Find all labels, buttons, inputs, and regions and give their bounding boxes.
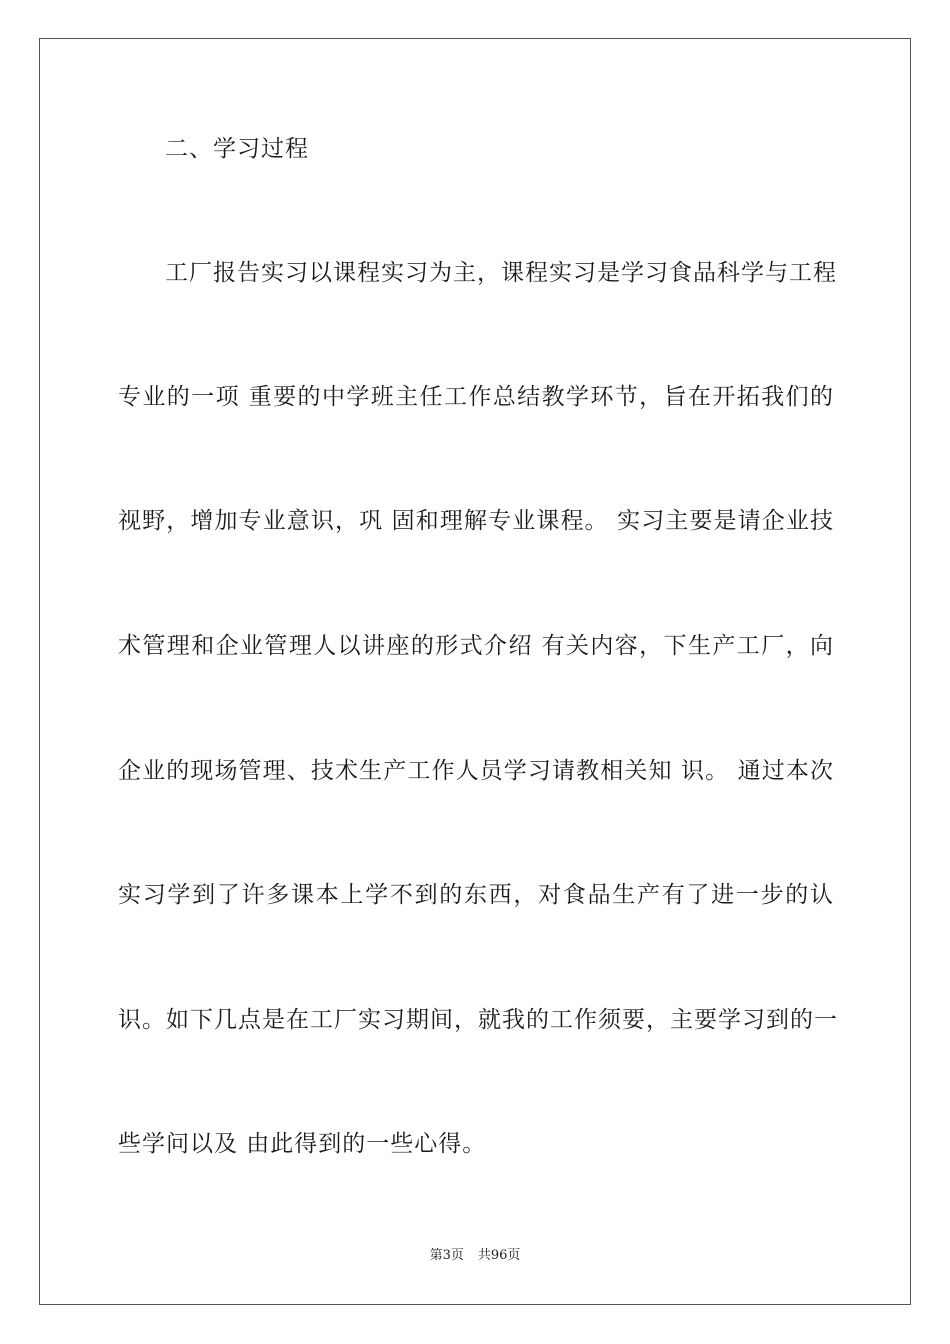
paragraph-line-5: 企业的现场管理、技术生产工作人员学习请教相关知 识。 通过本次 bbox=[118, 758, 834, 784]
paragraph-line-1: 工厂报告实习以课程实习为主，课程实习是学习食品科学与工程 bbox=[165, 260, 837, 286]
page-border bbox=[39, 38, 911, 1305]
paragraph-line-3: 视野，增加专业意识，巩 固和理解专业课程。 实习主要是请企业技 bbox=[118, 508, 834, 534]
paragraph-line-7: 识。如下几点是在工厂实习期间，就我的工作须要，主要学习到的一 bbox=[118, 1007, 838, 1033]
page-total: 共96页 bbox=[477, 1248, 521, 1263]
paragraph-line-2: 专业的一项 重要的中学班主任工作总结教学环节，旨在开拓我们的 bbox=[118, 384, 834, 410]
page-number: 第3页 bbox=[429, 1248, 464, 1263]
paragraph-line-6: 实习学到了许多课本上学不到的东西，对食品生产有了进一步的认 bbox=[118, 882, 834, 908]
page-footer bbox=[0, 1247, 950, 1265]
section-heading: 二、学习过程 bbox=[165, 136, 309, 162]
paragraph-line-4: 术管理和企业管理人以讲座的形式介绍 有关内容，下生产工厂，向 bbox=[118, 633, 834, 659]
paragraph-line-8: 些学问以及 由此得到的一些心得。 bbox=[118, 1131, 487, 1157]
